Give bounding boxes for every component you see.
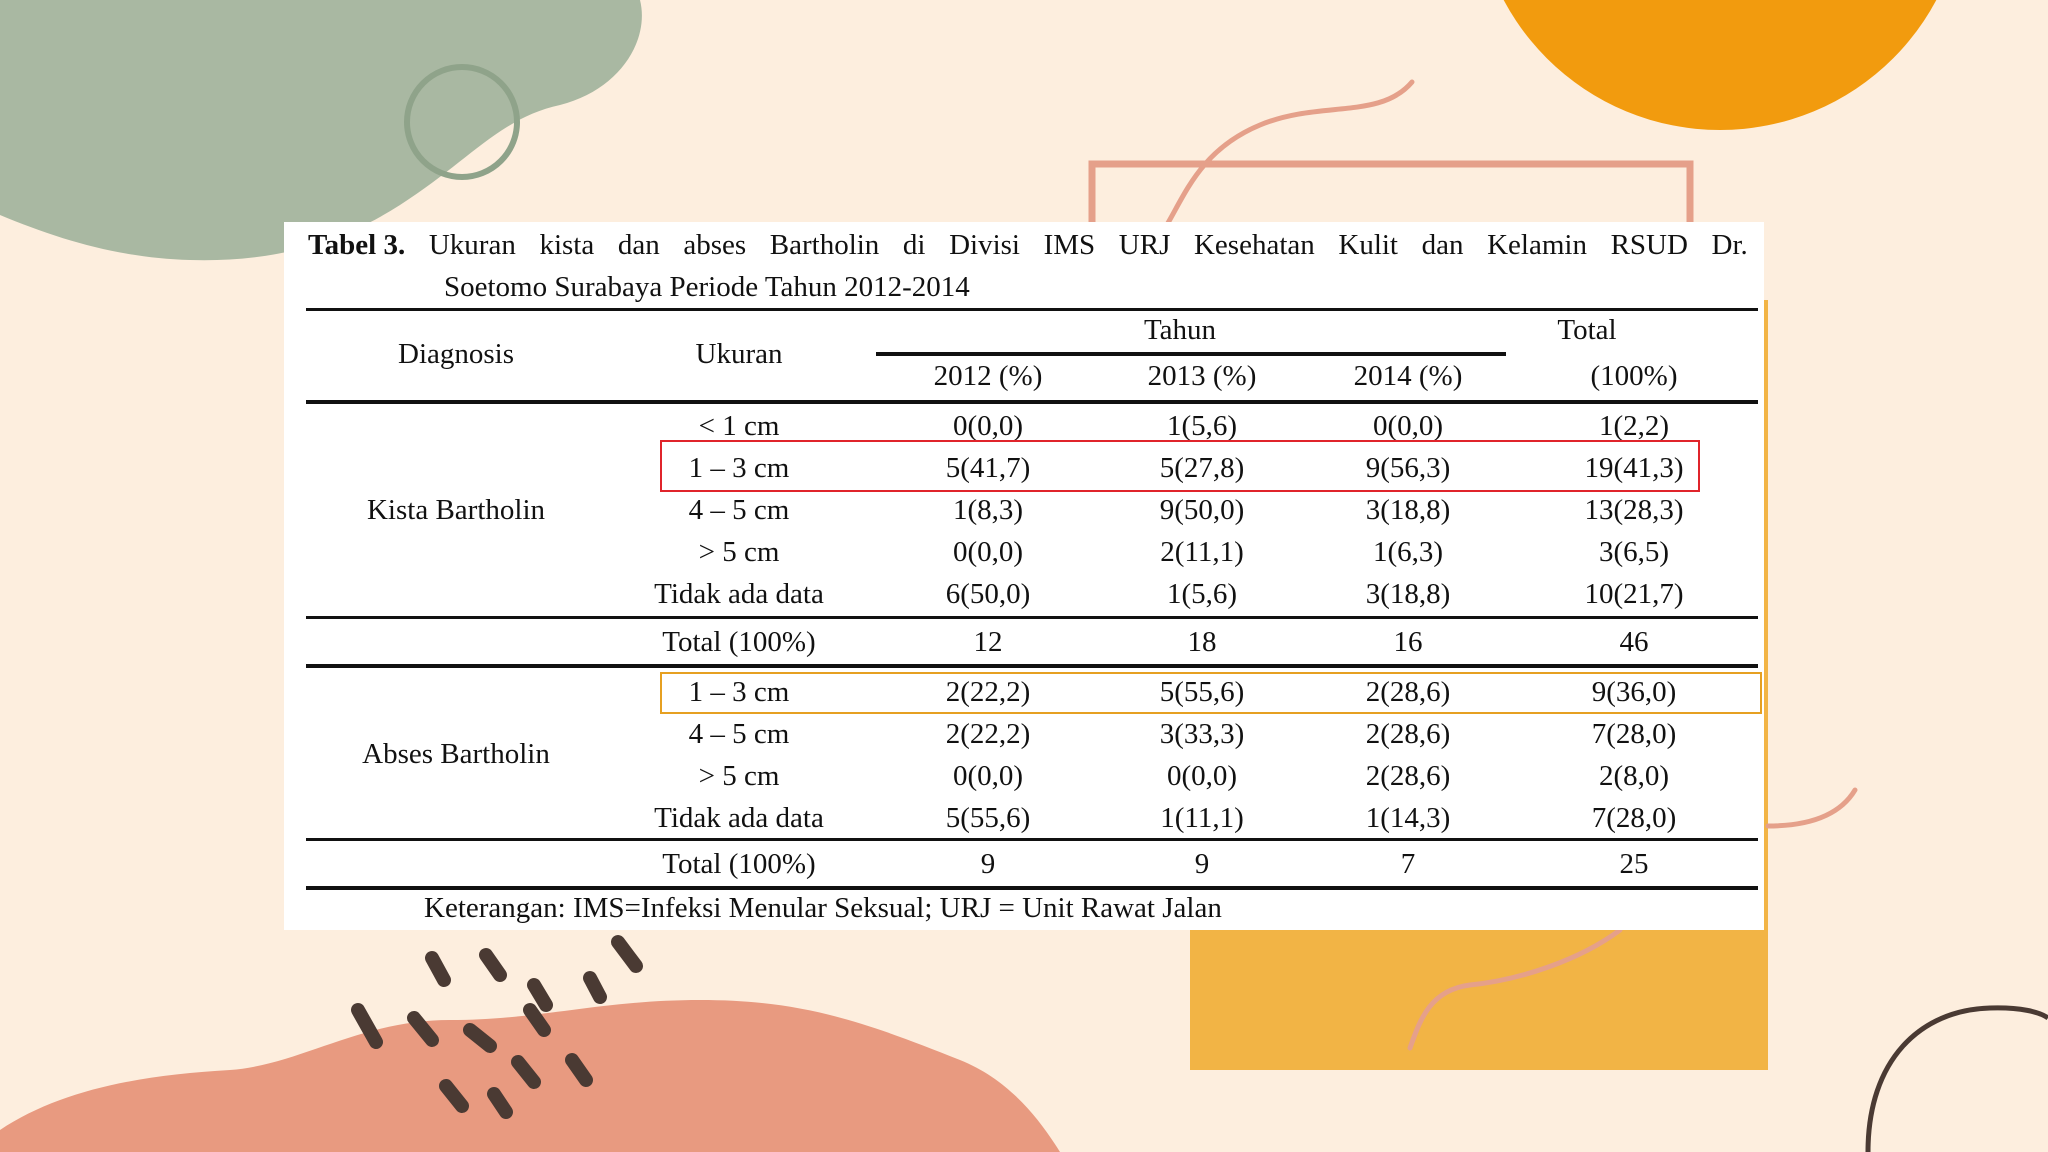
squiggle-top-shape [1165, 82, 1412, 228]
table-cell-y2013: 3(33,3) [1159, 718, 1245, 750]
table-cell-y2014: 2(28,6) [1365, 718, 1451, 750]
table-cell-y2013: 9(50,0) [1159, 494, 1245, 526]
squiggle-right-shape [1768, 790, 1855, 826]
table-caption [308, 224, 1748, 308]
caption-word: Divisi [949, 229, 1020, 261]
caption-word: IMS [1043, 229, 1096, 261]
header-bottom-rule [306, 400, 1758, 404]
caption-word: URJ [1118, 229, 1171, 261]
abses-total-top-rule [306, 838, 1758, 841]
table-cell-y2013: 1(5,6) [1166, 578, 1238, 610]
caption-label: Tabel 3. [308, 229, 406, 261]
caption-word: abses [683, 229, 747, 261]
caption-word: Dr. [1711, 229, 1748, 261]
kista-total-top-rule [306, 616, 1758, 619]
table-cell-y2012: 5(55,6) [945, 802, 1031, 834]
table-cell-ukuran: Tidak ada data [654, 802, 824, 834]
table-cell-total: 19(41,3) [1584, 452, 1684, 484]
table-cell-total: 10(21,7) [1584, 578, 1684, 610]
table-cell-ukuran: > 5 cm [698, 760, 780, 792]
header-2012: 2012 (%) [933, 360, 1043, 392]
table-cell-y2012: 6(50,0) [945, 578, 1031, 610]
caption-word: Bartholin [769, 229, 880, 261]
header-total: Total [1557, 314, 1617, 346]
caption-line-1 [308, 224, 1748, 266]
table-cell-total: 9(36,0) [1591, 676, 1677, 708]
table-cell-total: 1(2,2) [1598, 410, 1670, 442]
table-cell-y2012: 1(8,3) [952, 494, 1024, 526]
table-cell-y2013: 0(0,0) [1166, 760, 1238, 792]
table-cell-total: 7(28,0) [1591, 718, 1677, 750]
table-cell-y2012: 0(0,0) [952, 536, 1024, 568]
highlight-orange-box [660, 672, 1762, 714]
table-cell-total: 13(28,3) [1584, 494, 1684, 526]
caption-line-2: Soetomo Surabaya Periode Tahun 2012-2014 [444, 271, 970, 303]
caption-word: dan [617, 229, 660, 261]
highlight-red-box [660, 440, 1700, 492]
header-diagnosis: Diagnosis [398, 338, 514, 370]
table-cell-y2012: 5(41,7) [945, 452, 1031, 484]
table-cell-y2012: 2(22,2) [945, 718, 1031, 750]
table-cell-y2014: 3(18,8) [1365, 494, 1451, 526]
header-total-pct: (100%) [1590, 360, 1678, 392]
header-tahun: Tahun [1143, 314, 1217, 346]
dark-arc-shape [1868, 1008, 2048, 1152]
table-cell-y2014: 1(6,3) [1372, 536, 1444, 568]
table-cell-y2013: 2(11,1) [1160, 536, 1244, 568]
total-row-label: Total (100%) [662, 848, 816, 880]
mustard-block-shape [1190, 920, 1768, 1070]
table-cell-ukuran: > 5 cm [698, 536, 780, 568]
header-2014: 2014 (%) [1353, 360, 1463, 392]
caption-word: Kelamin [1487, 229, 1587, 261]
table-cell-y2014: 0(0,0) [1372, 410, 1444, 442]
header-ukuran: Ukuran [695, 338, 783, 370]
kista-total-bottom-rule [306, 664, 1758, 668]
total-row-y2014: 7 [1400, 848, 1416, 880]
table-cell-y2013: 1(5,6) [1166, 410, 1238, 442]
caption-word: Ukuran [428, 229, 516, 261]
table-cell-y2014: 1(14,3) [1365, 802, 1451, 834]
table-cell-y2014: 2(28,6) [1365, 760, 1451, 792]
table-cell-ukuran: 4 – 5 cm [688, 494, 790, 526]
table-cell-y2012: 0(0,0) [952, 760, 1024, 792]
table-cell-ukuran: 1 – 3 cm [688, 452, 790, 484]
total-row-total: 25 [1619, 848, 1649, 880]
caption-word: di [902, 229, 926, 261]
table-cell-total: 2(8,0) [1598, 760, 1670, 792]
caption-word: Kulit [1338, 229, 1398, 261]
table-cell-y2013: 5(55,6) [1159, 676, 1245, 708]
table-card [284, 222, 1764, 930]
table-cell-y2014: 2(28,6) [1365, 676, 1451, 708]
table-cell-y2014: 9(56,3) [1365, 452, 1451, 484]
table-cell-y2013: 5(27,8) [1159, 452, 1245, 484]
caption-word: Kesehatan [1193, 229, 1315, 261]
table-cell-ukuran: < 1 cm [698, 410, 780, 442]
total-row-y2013: 9 [1194, 848, 1210, 880]
total-row-y2014: 16 [1393, 626, 1423, 658]
top-rule [306, 308, 1758, 311]
orange-circle-shape [1475, 0, 1965, 130]
total-row-label: Total (100%) [662, 626, 816, 658]
table-cell-y2013: 1(11,1) [1160, 802, 1244, 834]
header-2013: 2013 (%) [1147, 360, 1257, 392]
table-cell-total: 7(28,0) [1591, 802, 1677, 834]
caption-word: dan [1421, 229, 1464, 261]
caption-word: RSUD [1610, 229, 1688, 261]
table-cell-ukuran: 4 – 5 cm [688, 718, 790, 750]
total-row-y2012: 12 [973, 626, 1003, 658]
diagnosis-cell: Kista Bartholin [366, 494, 546, 526]
table-cell-y2014: 3(18,8) [1365, 578, 1451, 610]
total-row-total: 46 [1619, 626, 1649, 658]
table-note: Keterangan: IMS=Infeksi Menular Seksual; URJ = Unit Rawat Jalan [424, 892, 1222, 924]
table-cell-ukuran: 1 – 3 cm [688, 676, 790, 708]
caption-word: kista [539, 229, 595, 261]
total-row-y2012: 9 [980, 848, 996, 880]
total-row-y2013: 18 [1187, 626, 1217, 658]
table-cell-ukuran: Tidak ada data [654, 578, 824, 610]
table-cell-y2012: 2(22,2) [945, 676, 1031, 708]
table-cell-total: 3(6,5) [1598, 536, 1670, 568]
table-cell-y2012: 0(0,0) [952, 410, 1024, 442]
diagnosis-cell: Abses Bartholin [362, 738, 550, 770]
